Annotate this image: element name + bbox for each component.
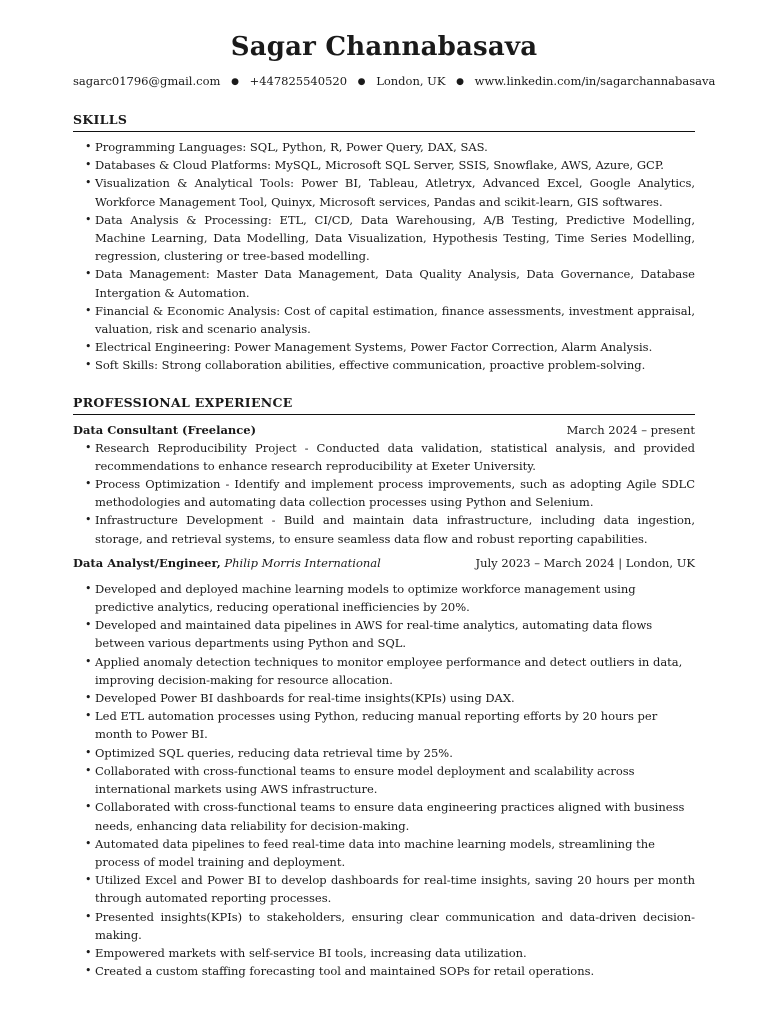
bullet-icon: • xyxy=(85,691,92,705)
company-name: Philip Morris International xyxy=(224,555,381,570)
duty-item: • Developed and deployed machine learning models to optimize workforce management using predictive analytics, reducing operational inefficiencies by 20%. xyxy=(85,581,636,615)
job-header xyxy=(73,554,695,572)
bullet-icon: • xyxy=(85,358,92,372)
duty-item: • Collaborated with cross-functional teams to ensure data engineering practices aligned with business needs, enhancing data reliability for decision-making. xyxy=(85,800,685,833)
duty-item: • Developed Power BI dashboards for real-time insights(KPIs) using DAX. xyxy=(73,689,695,707)
bullet-icon: • xyxy=(85,964,92,978)
contact-line xyxy=(73,73,716,90)
bullet-icon: • xyxy=(85,212,92,226)
bullet-icon: • xyxy=(85,513,92,527)
skill-item: • Financial & Economic Analysis: Cost of capital estimation, finance assessments, investment appraisal, valuation, risk and scenario analysis. xyxy=(85,303,695,337)
bullet-icon: • xyxy=(85,158,92,172)
bullet-icon: • xyxy=(85,909,92,923)
candidate-name: Sagar Channabasava xyxy=(230,32,538,62)
bullet-icon: • xyxy=(85,763,92,777)
bullet-icon: • xyxy=(85,140,92,153)
skill-item: • Databases & Cloud Platforms: MySQL, Microsoft SQL Server, SSIS, Snowflake, AWS, Azure, GCP. xyxy=(73,156,695,174)
resume-page xyxy=(73,30,716,980)
job-entry xyxy=(73,554,695,980)
skill-item: • Data Analysis & Processing: ETL, CI/CD, Data Warehousing, A/B Testing, Predictive Modelling, Machine Learning, Data Modelling, Data Visualization, Hypothesis Testing, Time Series Modelling, regression, clustering or tree-based modelling. xyxy=(85,212,695,264)
bullet-icon: • xyxy=(85,873,92,887)
bullet-icon: • xyxy=(85,800,92,814)
job-dates: July 2023 – March 2024 | London, UK xyxy=(475,555,695,570)
bullet-icon: • xyxy=(85,477,92,491)
bullet-icon: • xyxy=(85,654,92,668)
bullet-icon: • xyxy=(85,440,92,454)
duty-item: • Automated data pipelines to feed real-time data into machine learning models, streamlining the process of model training and deployment. xyxy=(85,836,655,869)
duty-item: • Collaborated with cross-functional teams to ensure model deployment and scalability across international markets using AWS infrastructure. xyxy=(85,763,635,797)
phone-number: +447825540520 xyxy=(249,74,348,88)
duty-item: • Created a custom staffing forecasting tool and maintained SOPs for retail operations. xyxy=(73,962,695,980)
skill-item: • Visualization & Analytical Tools: Power BI, Tableau, Atletryx, Advanced Excel, Google Analytics, Workforce Management Tool, Quinyx, Microsoft services, Pandas and scikit-learn, GIS softwares. xyxy=(85,176,695,209)
duty-item: • Utilized Excel and Power BI to develop dashboards for real-time insights, saving 20 hours per month through automated reporting processes. xyxy=(85,873,695,906)
duty-item: • Research Reproducibility Project - Conducted data validation, statistical analysis, and provided recommendations to enhance research reproducibility at Exeter University. xyxy=(85,440,695,473)
duty-item: • Optimized SQL queries, reducing data retrieval time by 25%. xyxy=(73,744,695,762)
location: London, UK xyxy=(376,74,446,88)
job-dates: March 2024 – present xyxy=(566,422,695,437)
skill-item: • Soft Skills: Strong collaboration abilities, effective communication, proactive problem-solving. xyxy=(73,356,695,374)
separator-dot: ● xyxy=(456,77,464,87)
job-title-line xyxy=(73,554,381,572)
bullet-icon: • xyxy=(85,340,92,354)
separator-dot: ● xyxy=(231,77,239,87)
bullet-icon: • xyxy=(85,267,92,281)
bullet-icon: • xyxy=(85,303,92,317)
job-duties-list xyxy=(73,580,695,980)
email-link[interactable]: sagarc01796@gmail.com xyxy=(73,74,221,88)
duty-item: • Empowered markets with self-service BI tools, increasing data utilization. xyxy=(73,944,695,962)
job-entry xyxy=(73,421,695,548)
separator-dot: ● xyxy=(357,77,366,87)
bullet-icon: • xyxy=(85,836,92,850)
bullet-icon: • xyxy=(85,176,92,190)
skills-heading: SKILLS xyxy=(73,112,695,132)
skills-list xyxy=(73,138,695,375)
linkedin-link[interactable]: www.linkedin.com/in/sagarchannabasava xyxy=(474,74,716,88)
bullet-icon: • xyxy=(85,709,92,723)
duty-item: • Applied anomaly detection techniques to monitor employee performance and detect outliers in data, improving decision-making for resource allocation. xyxy=(85,654,683,687)
skill-item: • Electrical Engineering: Power Management Systems, Power Factor Correction, Alarm Analysis. xyxy=(73,338,695,356)
duty-item: • Presented insights(KPIs) to stakeholders, ensuring clear communication and data-driven decision-making. xyxy=(85,909,695,942)
experience-heading: PROFESSIONAL EXPERIENCE xyxy=(73,395,695,415)
bullet-icon: • xyxy=(85,581,92,595)
job-header xyxy=(73,421,695,439)
skill-item: • Data Management: Master Data Management, Data Quality Analysis, Data Governance, Database Intergation & Automation. xyxy=(85,267,695,300)
duty-item: • Infrastructure Development - Build and maintain data infrastructure, including data ingestion, storage, and retrieval systems, to ensure seamless data flow and robust reporting capabilities. xyxy=(85,513,695,546)
job-title: Data Consultant (Freelance) xyxy=(73,422,257,437)
duty-item: • Process Optimization - Identify and implement process improvements, such as adopting Agile SDLC methodologies and automating data collection processes using Python and Selenium. xyxy=(85,477,695,510)
skill-item: • Programming Languages: SQL, Python, R, Power Query, DAX, SAS. xyxy=(73,138,695,156)
bullet-icon: • xyxy=(85,945,92,959)
job-title: Data Analyst/Engineer, xyxy=(73,555,221,570)
bullet-icon: • xyxy=(85,745,92,759)
duty-item: • Led ETL automation processes using Python, reducing manual reporting efforts by 20 hours per month to Power BI. xyxy=(85,709,658,742)
bullet-icon: • xyxy=(85,618,92,632)
duty-item: • Developed and maintained data pipelines in AWS for real-time analytics, automating data flows between various departments using Python and SQL. xyxy=(85,618,653,651)
job-duties-list xyxy=(73,439,695,548)
